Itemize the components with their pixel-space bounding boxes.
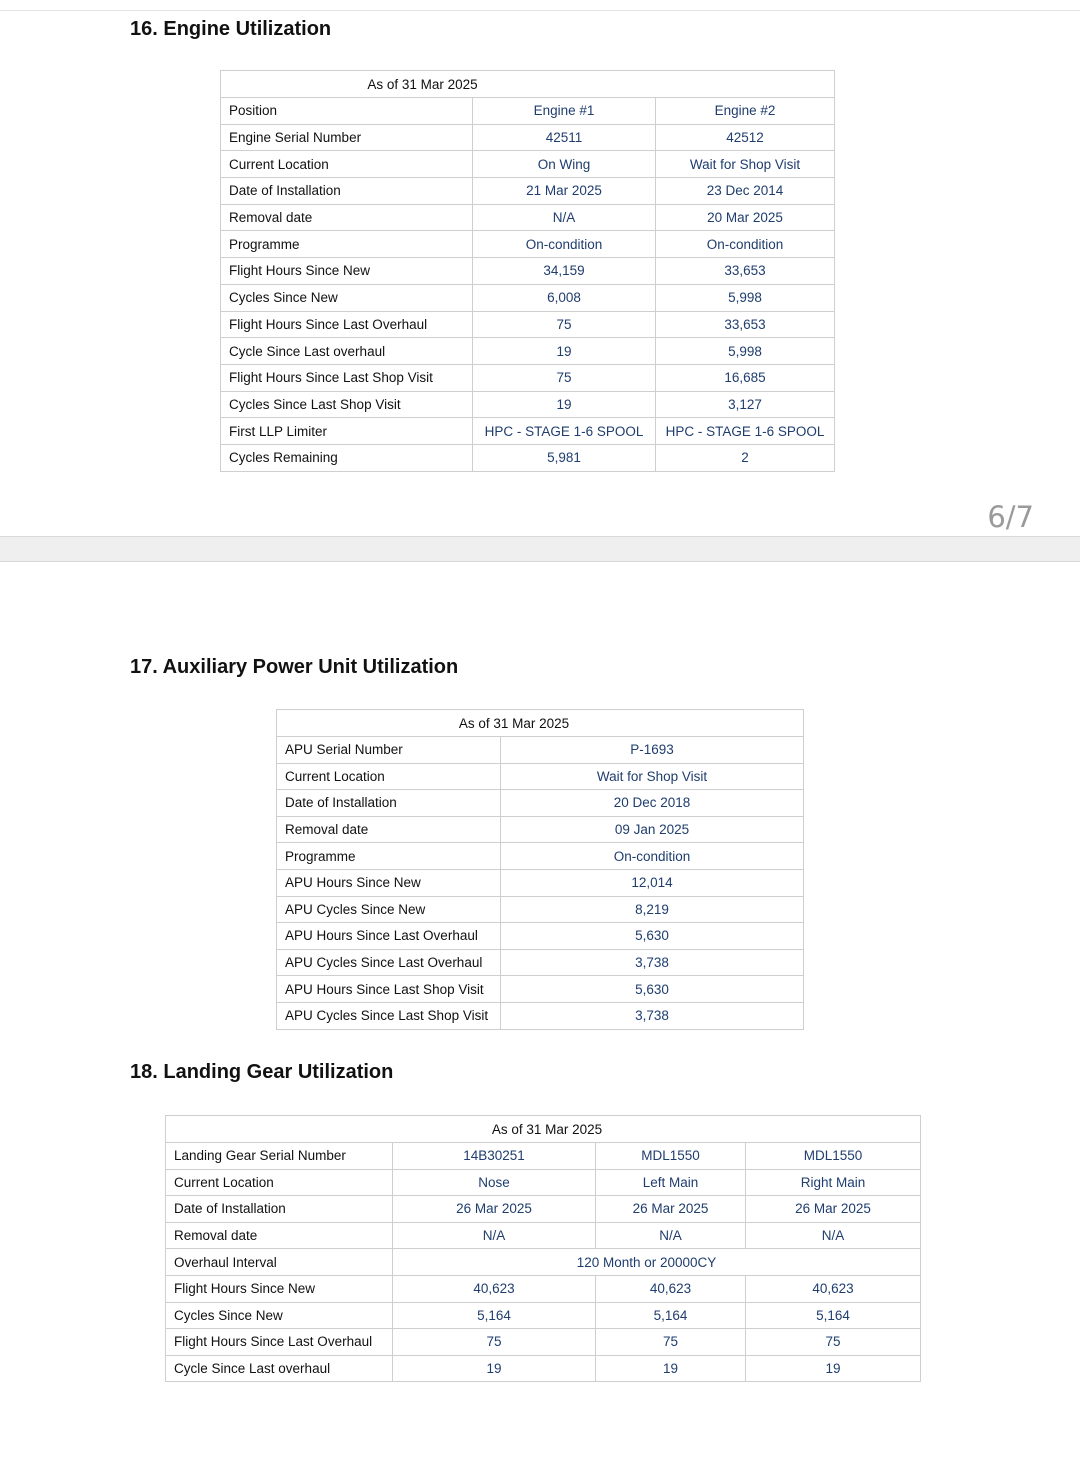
table-row bbox=[166, 1143, 921, 1170]
engine-1-value: 21 Mar 2025 bbox=[473, 178, 656, 205]
page-number: 6/7 bbox=[987, 500, 1034, 534]
row-label: Flight Hours Since New bbox=[166, 1275, 393, 1302]
row-label: Removal date bbox=[166, 1222, 393, 1249]
engine-2-value: HPC - STAGE 1-6 SPOOL bbox=[656, 418, 835, 445]
right-main-gear-value: MDL1550 bbox=[746, 1143, 921, 1170]
apu-section-title: 17. Auxiliary Power Unit Utilization bbox=[130, 656, 459, 678]
engine-2-value: 5,998 bbox=[656, 338, 835, 365]
table-row bbox=[277, 790, 804, 817]
table-row bbox=[277, 923, 804, 950]
row-label: Removal date bbox=[277, 816, 501, 843]
row-label: APU Cycles Since New bbox=[277, 896, 501, 923]
apu-value: 5,630 bbox=[501, 976, 804, 1003]
row-label: Date of Installation bbox=[166, 1196, 393, 1223]
engine-2-value: 20 Mar 2025 bbox=[656, 204, 835, 231]
left-main-gear-value: Left Main bbox=[596, 1169, 746, 1196]
table-row bbox=[277, 976, 804, 1003]
overhaul-interval-value: 120 Month or 20000CY bbox=[393, 1249, 921, 1276]
table-row bbox=[221, 364, 835, 391]
right-main-gear-value: 75 bbox=[746, 1329, 921, 1356]
nose-gear-value: 26 Mar 2025 bbox=[393, 1196, 596, 1223]
row-label: Overhaul Interval bbox=[166, 1249, 393, 1276]
row-label: Flight Hours Since Last Overhaul bbox=[166, 1329, 393, 1356]
engine-1-value: 75 bbox=[473, 364, 656, 391]
row-label: Cycles Since New bbox=[221, 284, 473, 311]
engine-2-value: 5,998 bbox=[656, 284, 835, 311]
engine-2-value: Wait for Shop Visit bbox=[656, 151, 835, 178]
apu-value: 12,014 bbox=[501, 869, 804, 896]
nose-gear-value: 5,164 bbox=[393, 1302, 596, 1329]
row-label: APU Hours Since Last Shop Visit bbox=[277, 976, 501, 1003]
apu-value: P-1693 bbox=[501, 737, 804, 764]
row-label: Flight Hours Since Last Overhaul bbox=[221, 311, 473, 338]
nose-gear-value: Nose bbox=[393, 1169, 596, 1196]
row-label: Current Location bbox=[277, 763, 501, 790]
table-row bbox=[277, 816, 804, 843]
row-label: Date of Installation bbox=[221, 178, 473, 205]
table-row bbox=[277, 1002, 804, 1029]
row-label: Flight Hours Since Last Shop Visit bbox=[221, 364, 473, 391]
left-main-gear-value: 5,164 bbox=[596, 1302, 746, 1329]
left-main-gear-value: 26 Mar 2025 bbox=[596, 1196, 746, 1223]
apu-value: On-condition bbox=[501, 843, 804, 870]
right-main-gear-value: 19 bbox=[746, 1355, 921, 1382]
table-row bbox=[221, 444, 835, 471]
engine-1-value: HPC - STAGE 1-6 SPOOL bbox=[473, 418, 656, 445]
engine-2-value: On-condition bbox=[656, 231, 835, 258]
nose-gear-value: 75 bbox=[393, 1329, 596, 1356]
row-label: Date of Installation bbox=[277, 790, 501, 817]
engine-1-value: 5,981 bbox=[473, 444, 656, 471]
left-main-gear-value: N/A bbox=[596, 1222, 746, 1249]
apu-value: 8,219 bbox=[501, 896, 804, 923]
table-row bbox=[166, 1196, 921, 1223]
engine-1-value: 42511 bbox=[473, 124, 656, 151]
table-row bbox=[221, 391, 835, 418]
table-row bbox=[221, 258, 835, 285]
apu-value: 20 Dec 2018 bbox=[501, 790, 804, 817]
page-separator bbox=[0, 536, 1080, 562]
engine-1-value: On Wing bbox=[473, 151, 656, 178]
engine-1-value: 34,159 bbox=[473, 258, 656, 285]
table-row bbox=[221, 418, 835, 445]
row-label: Cycles Since New bbox=[166, 1302, 393, 1329]
left-main-gear-value: 75 bbox=[596, 1329, 746, 1356]
right-main-gear-value: 40,623 bbox=[746, 1275, 921, 1302]
apu-value: Wait for Shop Visit bbox=[501, 763, 804, 790]
table-row bbox=[277, 869, 804, 896]
right-main-gear-value: 26 Mar 2025 bbox=[746, 1196, 921, 1223]
row-label: Current Location bbox=[166, 1169, 393, 1196]
engine-1-value: Engine #1 bbox=[473, 98, 656, 125]
row-label: Landing Gear Serial Number bbox=[166, 1143, 393, 1170]
apu-value: 3,738 bbox=[501, 1002, 804, 1029]
right-main-gear-value: 5,164 bbox=[746, 1302, 921, 1329]
row-label: Removal date bbox=[221, 204, 473, 231]
landing-gear-utilization-table bbox=[165, 1115, 921, 1382]
left-main-gear-value: 19 bbox=[596, 1355, 746, 1382]
row-label: APU Cycles Since Last Overhaul bbox=[277, 949, 501, 976]
row-label: Engine Serial Number bbox=[221, 124, 473, 151]
apu-value: 09 Jan 2025 bbox=[501, 816, 804, 843]
row-label: APU Hours Since Last Overhaul bbox=[277, 923, 501, 950]
engine-2-value: 16,685 bbox=[656, 364, 835, 391]
row-label: Current Location bbox=[221, 151, 473, 178]
row-label: Cycle Since Last overhaul bbox=[221, 338, 473, 365]
landing-gear-section-title: 18. Landing Gear Utilization bbox=[130, 1061, 394, 1083]
engine-2-value: 3,127 bbox=[656, 391, 835, 418]
table-row bbox=[277, 737, 804, 764]
engine-section-title: 16. Engine Utilization bbox=[130, 18, 332, 40]
row-label: Flight Hours Since New bbox=[221, 258, 473, 285]
row-label: Cycle Since Last overhaul bbox=[166, 1355, 393, 1382]
table-row bbox=[277, 763, 804, 790]
row-label: Cycles Since Last Shop Visit bbox=[221, 391, 473, 418]
engine-2-value: 42512 bbox=[656, 124, 835, 151]
engine-2-value: Engine #2 bbox=[656, 98, 835, 125]
table-row bbox=[166, 1222, 921, 1249]
row-label: First LLP Limiter bbox=[221, 418, 473, 445]
apu-as-of-date: As of 31 Mar 2025 bbox=[277, 710, 804, 737]
nose-gear-value: 40,623 bbox=[393, 1275, 596, 1302]
table-row bbox=[166, 1355, 921, 1382]
table-row bbox=[277, 843, 804, 870]
table-row bbox=[277, 896, 804, 923]
engine-utilization-table bbox=[220, 70, 835, 472]
engine-2-value: 23 Dec 2014 bbox=[656, 178, 835, 205]
engine-1-value: On-condition bbox=[473, 231, 656, 258]
engine-1-value: 75 bbox=[473, 311, 656, 338]
row-label: APU Hours Since New bbox=[277, 869, 501, 896]
engine-as-of-date: As of 31 Mar 2025 bbox=[221, 71, 835, 98]
engine-2-value: 33,653 bbox=[656, 311, 835, 338]
row-label: APU Serial Number bbox=[277, 737, 501, 764]
nose-gear-value: 19 bbox=[393, 1355, 596, 1382]
left-main-gear-value: 40,623 bbox=[596, 1275, 746, 1302]
table-row bbox=[221, 231, 835, 258]
table-row bbox=[221, 284, 835, 311]
nose-gear-value: 14B30251 bbox=[393, 1143, 596, 1170]
row-label: Cycles Remaining bbox=[221, 444, 473, 471]
table-row bbox=[166, 1275, 921, 1302]
table-row bbox=[221, 338, 835, 365]
table-row bbox=[221, 311, 835, 338]
table-row bbox=[221, 204, 835, 231]
engine-1-value: N/A bbox=[473, 204, 656, 231]
row-label: Programme bbox=[221, 231, 473, 258]
apu-utilization-table bbox=[276, 709, 804, 1030]
right-main-gear-value: Right Main bbox=[746, 1169, 921, 1196]
engine-1-value: 6,008 bbox=[473, 284, 656, 311]
nose-gear-value: N/A bbox=[393, 1222, 596, 1249]
table-row bbox=[166, 1302, 921, 1329]
table-row bbox=[221, 178, 835, 205]
table-row bbox=[277, 949, 804, 976]
table-row bbox=[221, 124, 835, 151]
row-label: Programme bbox=[277, 843, 501, 870]
left-main-gear-value: MDL1550 bbox=[596, 1143, 746, 1170]
landing-gear-as-of-date: As of 31 Mar 2025 bbox=[166, 1116, 921, 1143]
table-row bbox=[221, 151, 835, 178]
engine-1-value: 19 bbox=[473, 338, 656, 365]
table-row bbox=[166, 1249, 921, 1276]
row-label: APU Cycles Since Last Shop Visit bbox=[277, 1002, 501, 1029]
row-label: Position bbox=[221, 98, 473, 125]
table-row bbox=[166, 1329, 921, 1356]
apu-value: 3,738 bbox=[501, 949, 804, 976]
engine-2-value: 33,653 bbox=[656, 258, 835, 285]
right-main-gear-value: N/A bbox=[746, 1222, 921, 1249]
engine-1-value: 19 bbox=[473, 391, 656, 418]
table-row bbox=[166, 1169, 921, 1196]
engine-2-value: 2 bbox=[656, 444, 835, 471]
page-top-rule bbox=[0, 10, 1080, 11]
table-row bbox=[221, 98, 835, 125]
apu-value: 5,630 bbox=[501, 923, 804, 950]
